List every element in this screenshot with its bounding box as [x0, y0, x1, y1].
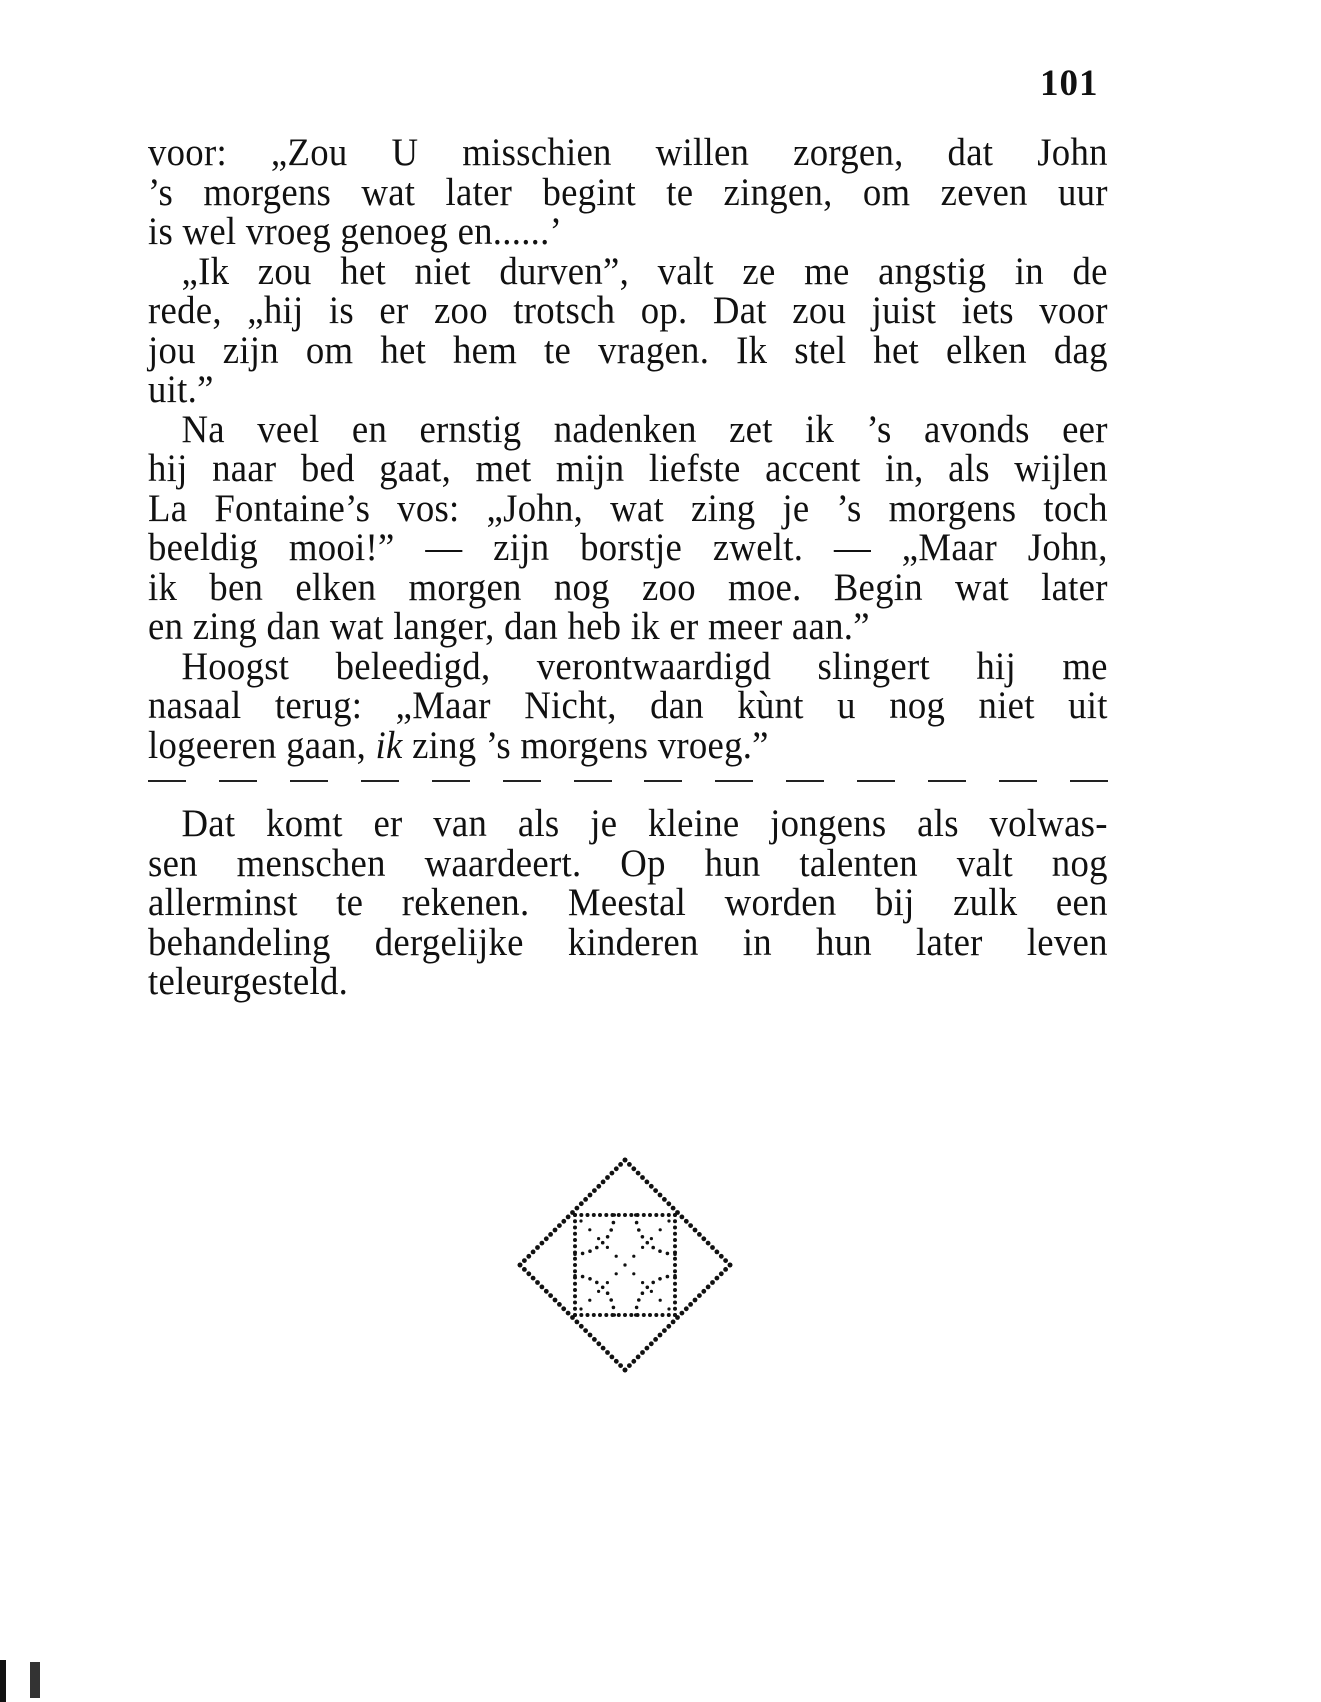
- scan-artifact: [0, 1660, 6, 1702]
- text-line: beeldig mooi!” — zijn borstje zwelt. — „Maar John,: [148, 525, 1108, 569]
- text-line: allerminst te rekenen. Meestal worden bij zulk een: [148, 880, 1108, 924]
- page-number: 101: [1040, 63, 1099, 104]
- text-line: [148, 722, 1108, 767]
- text-line: jou zijn om het hem te vragen. Ik stel het elken dag: [148, 327, 1108, 372]
- text-line: en zing dan wat langer, dan heb ik er meer aan.”: [148, 604, 870, 648]
- closing-text: [148, 801, 1108, 1003]
- dashed-separator: [148, 780, 1108, 782]
- text-line: uit.”: [148, 367, 214, 411]
- dotted-diamond-ornament-icon: [515, 1155, 735, 1375]
- text-line: ik ben elken morgen nog zoo moe. Begin wat later: [148, 564, 1108, 609]
- text-line: behandeling dergelijke kinderen in hun later leven: [148, 919, 1108, 964]
- main-text: [148, 130, 1108, 767]
- text-line: Na veel en ernstig nadenken zet ik ’s avonds eer: [181, 406, 1108, 451]
- text-line: sen menschen waardeert. Op hun talenten valt nog: [148, 840, 1108, 885]
- text-line: teleurgesteld.: [148, 959, 349, 1003]
- text-line: Dat komt er van als je kleine jongens als volwas-: [181, 801, 1108, 845]
- text-line: hij naar bed gaat, met mijn liefste accent in, als wijlen: [148, 446, 1108, 490]
- text-line: La Fontaine’s vos: „John, wat zing je ’s morgens toch: [148, 485, 1108, 530]
- scan-artifact: [30, 1662, 40, 1698]
- text-line: nasaal terug: „Maar Nicht, dan kùnt u nog niet uit: [148, 683, 1108, 727]
- text-line: Hoogst beleedigd, verontwaardigd slingert hij me: [181, 643, 1108, 688]
- text-fragment: zing ’s morgens vroeg.”: [402, 722, 769, 767]
- text-line: rede, „hij is er zoo trotsch op. Dat zou juist iets voor: [148, 288, 1108, 332]
- text-line: voor: „Zou U misschien willen zorgen, dat John: [148, 130, 1108, 174]
- text-line: is wel vroeg genoeg en......’: [148, 209, 563, 253]
- text-line: ’s morgens wat later begint te zingen, om zeven uur: [148, 169, 1108, 214]
- text-line: „Ik zou het niet durven”, valt ze me angstig in de: [181, 248, 1108, 293]
- emphasis-text: ik: [375, 722, 403, 767]
- text-fragment: logeeren gaan,: [148, 722, 376, 767]
